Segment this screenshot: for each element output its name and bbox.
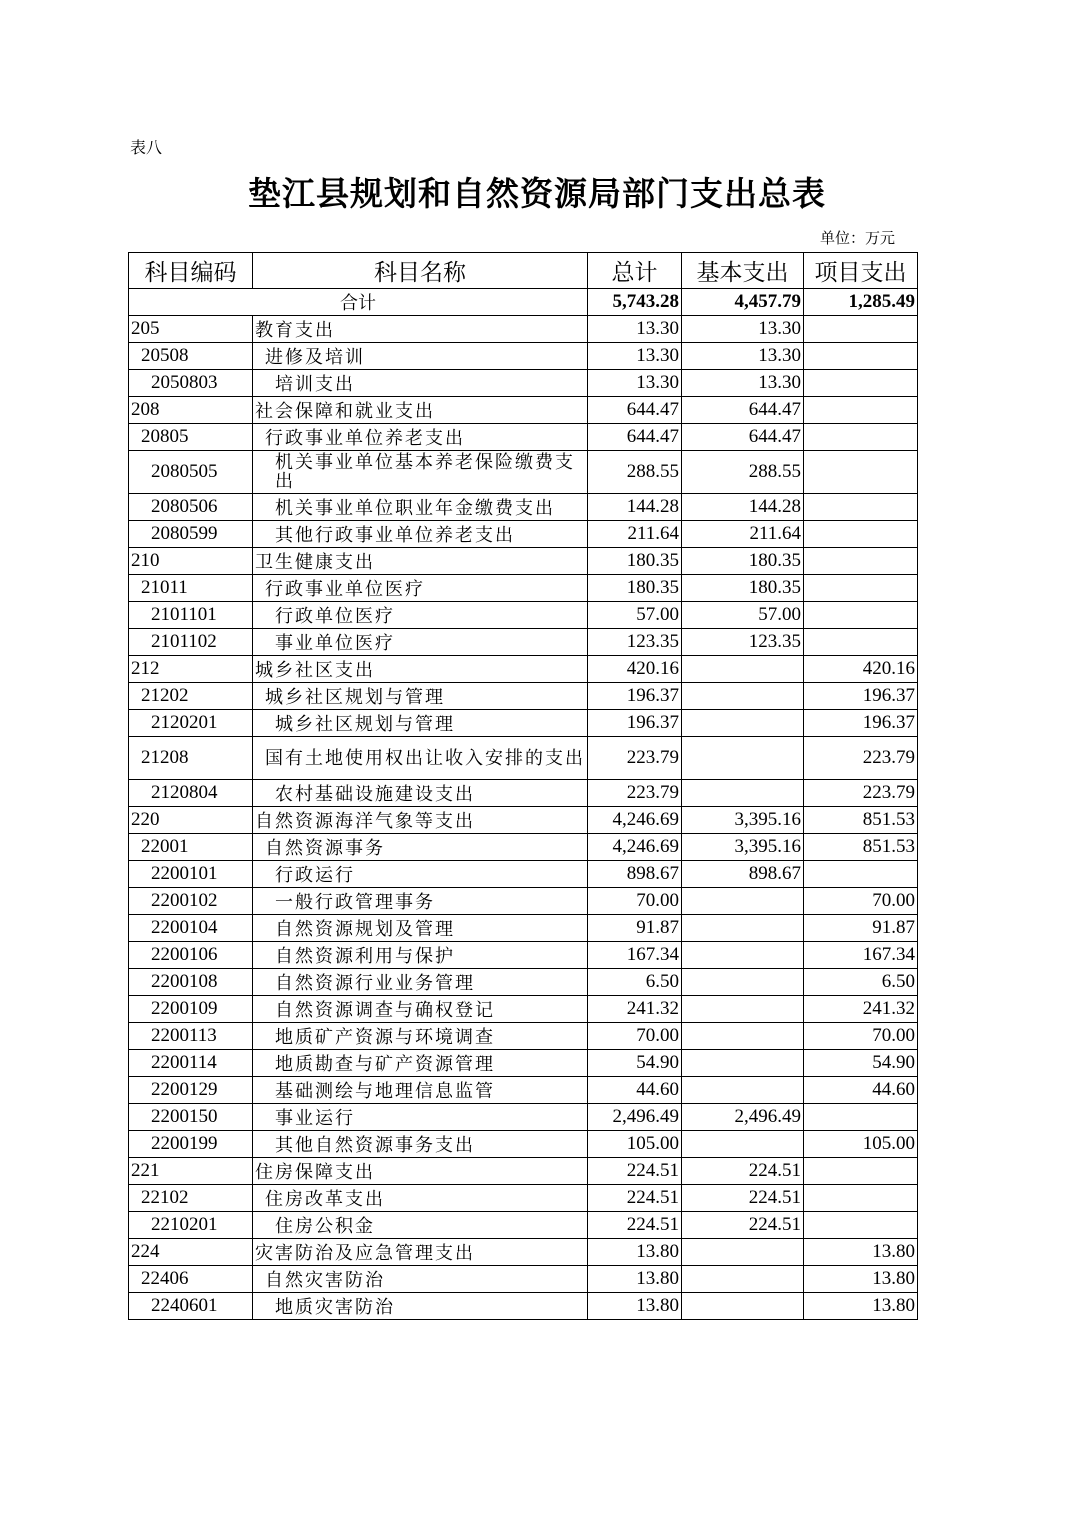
row-total: 224.51 xyxy=(588,1158,682,1185)
table-row xyxy=(129,915,918,942)
row-code: 2101102 xyxy=(129,629,253,656)
row-project: 167.34 xyxy=(804,942,918,969)
row-name: 地质矿产资源与环境调查 xyxy=(253,1023,588,1050)
row-code: 2200102 xyxy=(129,888,253,915)
row-name: 城乡社区规划与管理 xyxy=(253,683,588,710)
row-project xyxy=(804,343,918,370)
row-code: 2120201 xyxy=(129,710,253,737)
table-row xyxy=(129,1212,918,1239)
table-row xyxy=(129,1158,918,1185)
row-basic: 224.51 xyxy=(682,1212,804,1239)
row-project: 70.00 xyxy=(804,888,918,915)
row-basic: 224.51 xyxy=(682,1158,804,1185)
row-basic xyxy=(682,683,804,710)
row-basic: 898.67 xyxy=(682,861,804,888)
table-row xyxy=(129,575,918,602)
row-code: 2080505 xyxy=(129,451,253,494)
row-total: 2,496.49 xyxy=(588,1104,682,1131)
row-basic: 144.28 xyxy=(682,494,804,521)
table-row xyxy=(129,656,918,683)
row-total: 898.67 xyxy=(588,861,682,888)
row-code: 2200101 xyxy=(129,861,253,888)
table-row xyxy=(129,316,918,343)
row-name: 行政运行 xyxy=(253,861,588,888)
table-row xyxy=(129,1050,918,1077)
row-project xyxy=(804,861,918,888)
row-basic xyxy=(682,969,804,996)
row-code: 2200108 xyxy=(129,969,253,996)
total-basic: 4,457.79 xyxy=(682,289,804,316)
table-row xyxy=(129,996,918,1023)
header-row xyxy=(129,253,918,289)
row-code: 2120804 xyxy=(129,780,253,807)
table-row xyxy=(129,1185,918,1212)
row-code: 221 xyxy=(129,1158,253,1185)
table-row xyxy=(129,834,918,861)
row-project xyxy=(804,316,918,343)
table-row xyxy=(129,451,918,494)
table-row xyxy=(129,343,918,370)
row-total: 180.35 xyxy=(588,575,682,602)
row-basic: 3,395.16 xyxy=(682,834,804,861)
table-row xyxy=(129,1131,918,1158)
row-basic xyxy=(682,1266,804,1293)
row-basic xyxy=(682,780,804,807)
row-project xyxy=(804,424,918,451)
table-row xyxy=(129,602,918,629)
row-total: 13.30 xyxy=(588,316,682,343)
row-project: 196.37 xyxy=(804,683,918,710)
row-total: 54.90 xyxy=(588,1050,682,1077)
header-project: 项目支出 xyxy=(804,253,918,289)
row-code: 2200104 xyxy=(129,915,253,942)
row-project xyxy=(804,1185,918,1212)
row-code: 2101101 xyxy=(129,602,253,629)
row-project: 54.90 xyxy=(804,1050,918,1077)
row-basic: 13.30 xyxy=(682,316,804,343)
row-name: 自然资源行业业务管理 xyxy=(253,969,588,996)
row-name: 培训支出 xyxy=(253,370,588,397)
row-code: 2080506 xyxy=(129,494,253,521)
row-project: 851.53 xyxy=(804,807,918,834)
row-project xyxy=(804,629,918,656)
table-row xyxy=(129,780,918,807)
row-basic xyxy=(682,1023,804,1050)
row-total: 91.87 xyxy=(588,915,682,942)
row-total: 13.80 xyxy=(588,1266,682,1293)
row-name: 自然资源规划及管理 xyxy=(253,915,588,942)
row-name: 机关事业单位职业年金缴费支出 xyxy=(253,494,588,521)
row-code: 2200150 xyxy=(129,1104,253,1131)
table-row xyxy=(129,548,918,575)
row-code: 2050803 xyxy=(129,370,253,397)
row-code: 220 xyxy=(129,807,253,834)
row-code: 2240601 xyxy=(129,1293,253,1320)
row-total: 57.00 xyxy=(588,602,682,629)
row-name: 地质灾害防治 xyxy=(253,1293,588,1320)
total-project: 1,285.49 xyxy=(804,289,918,316)
row-total: 105.00 xyxy=(588,1131,682,1158)
row-name: 城乡社区支出 xyxy=(253,656,588,683)
row-basic: 13.30 xyxy=(682,343,804,370)
header-code: 科目编码 xyxy=(129,253,253,289)
row-total: 211.64 xyxy=(588,521,682,548)
row-basic xyxy=(682,1239,804,1266)
row-name: 行政事业单位养老支出 xyxy=(253,424,588,451)
row-basic: 180.35 xyxy=(682,575,804,602)
row-code: 21202 xyxy=(129,683,253,710)
row-project: 223.79 xyxy=(804,737,918,780)
row-total: 180.35 xyxy=(588,548,682,575)
row-basic xyxy=(682,656,804,683)
row-project xyxy=(804,451,918,494)
row-total: 4,246.69 xyxy=(588,834,682,861)
row-total: 644.47 xyxy=(588,397,682,424)
row-name: 事业运行 xyxy=(253,1104,588,1131)
row-code: 2210201 xyxy=(129,1212,253,1239)
row-project: 91.87 xyxy=(804,915,918,942)
row-total: 644.47 xyxy=(588,424,682,451)
row-project: 223.79 xyxy=(804,780,918,807)
row-total: 13.30 xyxy=(588,343,682,370)
row-project xyxy=(804,1158,918,1185)
row-name: 基础测绘与地理信息监管 xyxy=(253,1077,588,1104)
row-code: 22102 xyxy=(129,1185,253,1212)
table-row xyxy=(129,521,918,548)
expenditure-table xyxy=(128,252,918,1320)
row-name: 教育支出 xyxy=(253,316,588,343)
row-project: 70.00 xyxy=(804,1023,918,1050)
row-total: 288.55 xyxy=(588,451,682,494)
row-name: 灾害防治及应急管理支出 xyxy=(253,1239,588,1266)
table-row xyxy=(129,1293,918,1320)
table-label: 表八 xyxy=(130,138,163,157)
row-code: 212 xyxy=(129,656,253,683)
row-code: 208 xyxy=(129,397,253,424)
row-basic: 57.00 xyxy=(682,602,804,629)
row-total: 70.00 xyxy=(588,1023,682,1050)
row-project xyxy=(804,548,918,575)
row-code: 20805 xyxy=(129,424,253,451)
row-total: 223.79 xyxy=(588,780,682,807)
row-project xyxy=(804,521,918,548)
row-name: 行政单位医疗 xyxy=(253,602,588,629)
row-basic xyxy=(682,1131,804,1158)
row-basic: 123.35 xyxy=(682,629,804,656)
table-row xyxy=(129,1077,918,1104)
row-code: 21011 xyxy=(129,575,253,602)
row-code: 22406 xyxy=(129,1266,253,1293)
row-code: 210 xyxy=(129,548,253,575)
row-name: 进修及培训 xyxy=(253,343,588,370)
row-name: 社会保障和就业支出 xyxy=(253,397,588,424)
row-basic: 644.47 xyxy=(682,397,804,424)
row-project: 420.16 xyxy=(804,656,918,683)
table-row xyxy=(129,1023,918,1050)
row-code: 22001 xyxy=(129,834,253,861)
row-basic: 211.64 xyxy=(682,521,804,548)
row-total: 224.51 xyxy=(588,1185,682,1212)
row-name: 一般行政管理事务 xyxy=(253,888,588,915)
row-basic xyxy=(682,737,804,780)
row-code: 2080599 xyxy=(129,521,253,548)
row-name: 农村基础设施建设支出 xyxy=(253,780,588,807)
row-project xyxy=(804,1104,918,1131)
row-basic: 644.47 xyxy=(682,424,804,451)
row-code: 21208 xyxy=(129,737,253,780)
table-row xyxy=(129,1266,918,1293)
row-code: 2200199 xyxy=(129,1131,253,1158)
row-code: 2200109 xyxy=(129,996,253,1023)
row-project: 196.37 xyxy=(804,710,918,737)
row-name: 自然资源海洋气象等支出 xyxy=(253,807,588,834)
row-name: 其他行政事业单位养老支出 xyxy=(253,521,588,548)
row-name: 自然资源利用与保护 xyxy=(253,942,588,969)
row-basic xyxy=(682,996,804,1023)
row-name: 其他自然资源事务支出 xyxy=(253,1131,588,1158)
row-total: 196.37 xyxy=(588,683,682,710)
row-total: 241.32 xyxy=(588,996,682,1023)
row-name: 城乡社区规划与管理 xyxy=(253,710,588,737)
header-name: 科目名称 xyxy=(253,253,588,289)
row-basic xyxy=(682,1293,804,1320)
row-total: 123.35 xyxy=(588,629,682,656)
row-basic: 3,395.16 xyxy=(682,807,804,834)
total-label: 合计 xyxy=(129,289,588,316)
row-basic: 2,496.49 xyxy=(682,1104,804,1131)
row-project xyxy=(804,575,918,602)
row-project: 13.80 xyxy=(804,1239,918,1266)
row-total: 13.30 xyxy=(588,370,682,397)
row-total: 196.37 xyxy=(588,710,682,737)
table-row xyxy=(129,969,918,996)
row-project: 241.32 xyxy=(804,996,918,1023)
table-row xyxy=(129,861,918,888)
row-project: 44.60 xyxy=(804,1077,918,1104)
row-basic: 224.51 xyxy=(682,1185,804,1212)
row-total: 223.79 xyxy=(588,737,682,780)
row-basic xyxy=(682,1050,804,1077)
row-basic: 13.30 xyxy=(682,370,804,397)
row-code: 205 xyxy=(129,316,253,343)
row-basic xyxy=(682,710,804,737)
row-name: 住房保障支出 xyxy=(253,1158,588,1185)
row-project xyxy=(804,370,918,397)
row-code: 224 xyxy=(129,1239,253,1266)
row-total: 44.60 xyxy=(588,1077,682,1104)
row-name: 国有土地使用权出让收入安排的支出 xyxy=(253,737,588,780)
row-name: 住房公积金 xyxy=(253,1212,588,1239)
row-project xyxy=(804,602,918,629)
table-row xyxy=(129,807,918,834)
table-row xyxy=(129,397,918,424)
header-basic: 基本支出 xyxy=(682,253,804,289)
header-total: 总计 xyxy=(588,253,682,289)
table-row xyxy=(129,737,918,780)
table-row xyxy=(129,888,918,915)
table-row xyxy=(129,629,918,656)
unit-label: 单位：万元 xyxy=(820,229,896,247)
row-project xyxy=(804,1212,918,1239)
table-row xyxy=(129,370,918,397)
page-title: 垫江县规划和自然资源局部门支出总表 xyxy=(248,174,826,213)
table-row xyxy=(129,1104,918,1131)
row-total: 420.16 xyxy=(588,656,682,683)
total-row xyxy=(129,289,918,316)
row-project: 13.80 xyxy=(804,1293,918,1320)
table-row xyxy=(129,1239,918,1266)
row-name: 地质勘查与矿产资源管理 xyxy=(253,1050,588,1077)
row-name: 自然资源事务 xyxy=(253,834,588,861)
row-total: 70.00 xyxy=(588,888,682,915)
row-name: 住房改革支出 xyxy=(253,1185,588,1212)
row-code: 2200106 xyxy=(129,942,253,969)
row-name: 自然灾害防治 xyxy=(253,1266,588,1293)
row-code: 2200129 xyxy=(129,1077,253,1104)
row-code: 20508 xyxy=(129,343,253,370)
row-total: 144.28 xyxy=(588,494,682,521)
table-row xyxy=(129,942,918,969)
row-project: 6.50 xyxy=(804,969,918,996)
table-row xyxy=(129,710,918,737)
row-total: 4,246.69 xyxy=(588,807,682,834)
row-project: 105.00 xyxy=(804,1131,918,1158)
row-basic xyxy=(682,1077,804,1104)
row-basic: 288.55 xyxy=(682,451,804,494)
row-total: 224.51 xyxy=(588,1212,682,1239)
row-name: 卫生健康支出 xyxy=(253,548,588,575)
table-row xyxy=(129,424,918,451)
row-project: 851.53 xyxy=(804,834,918,861)
row-basic xyxy=(682,915,804,942)
row-name: 自然资源调查与确权登记 xyxy=(253,996,588,1023)
row-code: 2200113 xyxy=(129,1023,253,1050)
row-total: 6.50 xyxy=(588,969,682,996)
table-row xyxy=(129,683,918,710)
row-basic xyxy=(682,888,804,915)
row-project xyxy=(804,397,918,424)
row-name: 行政事业单位医疗 xyxy=(253,575,588,602)
row-total: 13.80 xyxy=(588,1293,682,1320)
table-row xyxy=(129,494,918,521)
row-total: 167.34 xyxy=(588,942,682,969)
row-code: 2200114 xyxy=(129,1050,253,1077)
row-basic: 180.35 xyxy=(682,548,804,575)
row-project: 13.80 xyxy=(804,1266,918,1293)
total-value: 5,743.28 xyxy=(588,289,682,316)
row-project xyxy=(804,494,918,521)
row-name: 事业单位医疗 xyxy=(253,629,588,656)
row-name: 机关事业单位基本养老保险缴费支出 xyxy=(253,451,588,494)
row-basic xyxy=(682,942,804,969)
row-total: 13.80 xyxy=(588,1239,682,1266)
